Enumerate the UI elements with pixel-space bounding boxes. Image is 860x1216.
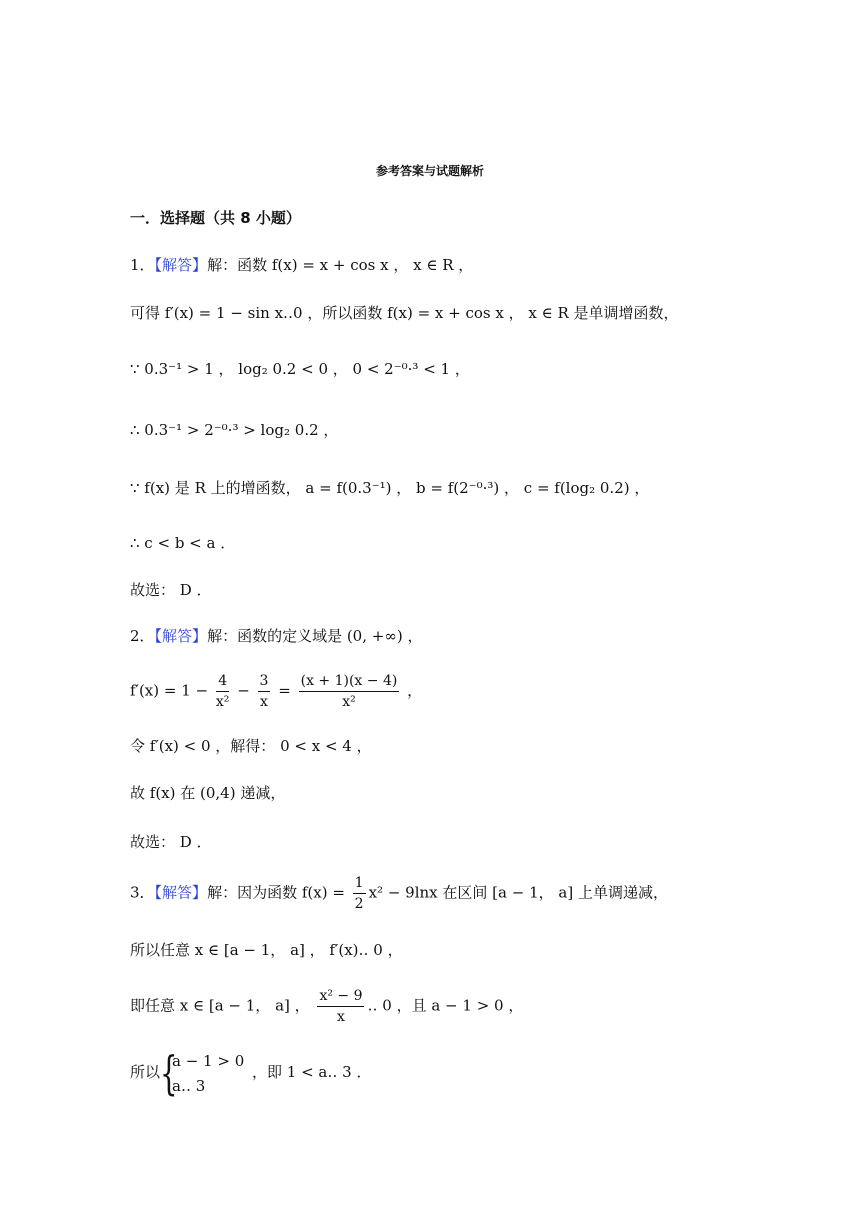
q3-line-2: 所以任意 x ∈ [a − 1， a] ， f′(x)‥ 0 ， — [130, 941, 403, 959]
q2-number: 2． — [130, 627, 155, 645]
q2-line-4: 故 f(x) 在 (0,4) 递减， — [130, 784, 286, 802]
q1-line-2: 可得 f′(x) = 1 − sin x‥0 ，所以函数 f(x) = x + cos x ， x ∈ R 是单调增函数， — [130, 304, 679, 322]
q2-lhs: f′(x) = 1 − — [130, 681, 209, 700]
q3-line-1-a: 解：因为函数 f(x) = — [207, 883, 345, 902]
system-brace: { — [160, 1046, 178, 1100]
q1-number: 1． — [130, 256, 155, 274]
page-title: 参考答案与试题解析 — [375, 164, 484, 178]
section-heading: 一．选择题（共 8 小题） — [130, 209, 301, 227]
q2-line-5: 故选： D ． — [130, 833, 212, 851]
q1-line-6: ∴ c < b < a ． — [130, 534, 236, 552]
system-condition-2: a‥ 3 — [172, 1077, 206, 1095]
q1-line-7: 故选： D ． — [130, 581, 212, 599]
equals-sign: = — [278, 681, 291, 700]
fraction-4-over-x2: $\frac{4}{\text{x²}}$ — [215, 673, 230, 710]
system-condition-1: a − 1 > 0 — [172, 1052, 245, 1070]
q3-line-1 — [130, 874, 668, 913]
q3-line-3-b: ‥ 0 ，且 a − 1 > 0 ， — [367, 996, 524, 1015]
q3-system-result: ，即 1 < a‥ 3 ． — [252, 1063, 372, 1081]
q2-line-1-text: 解：函数的定义域是 (0, +∞) ， — [207, 627, 423, 645]
fraction-x2-minus-9-over-x: $\frac{\text{x² − 9}}{x}$ — [319, 988, 363, 1025]
q1-line-1 — [130, 255, 473, 275]
minus-sign: − — [237, 681, 250, 700]
q3-line-3 — [130, 987, 523, 1026]
q3-system-prefix: 所以 — [130, 1063, 161, 1081]
fraction-3-over-x: $\frac{3}{x}$ — [259, 673, 269, 710]
q3-number: 3． — [130, 883, 155, 902]
q2-line-3: 令 f′(x) < 0 ，解得： 0 < x < 4 ， — [130, 737, 372, 755]
q1-line-1-text: 解：函数 f(x) = x + cos x ， x ∈ R ， — [207, 256, 474, 274]
comma: ， — [407, 681, 423, 700]
q2-line-1 — [130, 626, 422, 646]
q1-line-3: ∵ 0.3⁻¹ > 1 ， log₂ 0.2 < 0 ， 0 < 2⁻⁰·³ < 1 ， — [130, 360, 470, 378]
answer-tag: 【解答】 — [154, 256, 208, 274]
q1-line-5: ∵ f(x) 是 R 上的增函数， a = f(0.3⁻¹) ， b = f(2⁻⁰·³) ， c = f(log₂ 0.2) ， — [130, 479, 650, 497]
fraction-one-half: $\frac{1}{2}$ — [354, 875, 364, 912]
answer-tag: 【解答】 — [154, 883, 208, 902]
answer-tag: 【解答】 — [154, 627, 208, 645]
q1-line-4: ∴ 0.3⁻¹ > 2⁻⁰·³ > log₂ 0.2 ， — [130, 421, 339, 439]
fraction-factored: $\frac{(x + 1)(x - 4)}{\text{x²}}$ — [300, 673, 398, 710]
q3-line-3-a: 即任意 x ∈ [a − 1， a] ， — [130, 996, 310, 1015]
q2-derivative-line — [130, 672, 422, 711]
q3-line-1-b: x² − 9lnx 在区间 [a − 1， a] 上单调递减， — [368, 883, 668, 902]
